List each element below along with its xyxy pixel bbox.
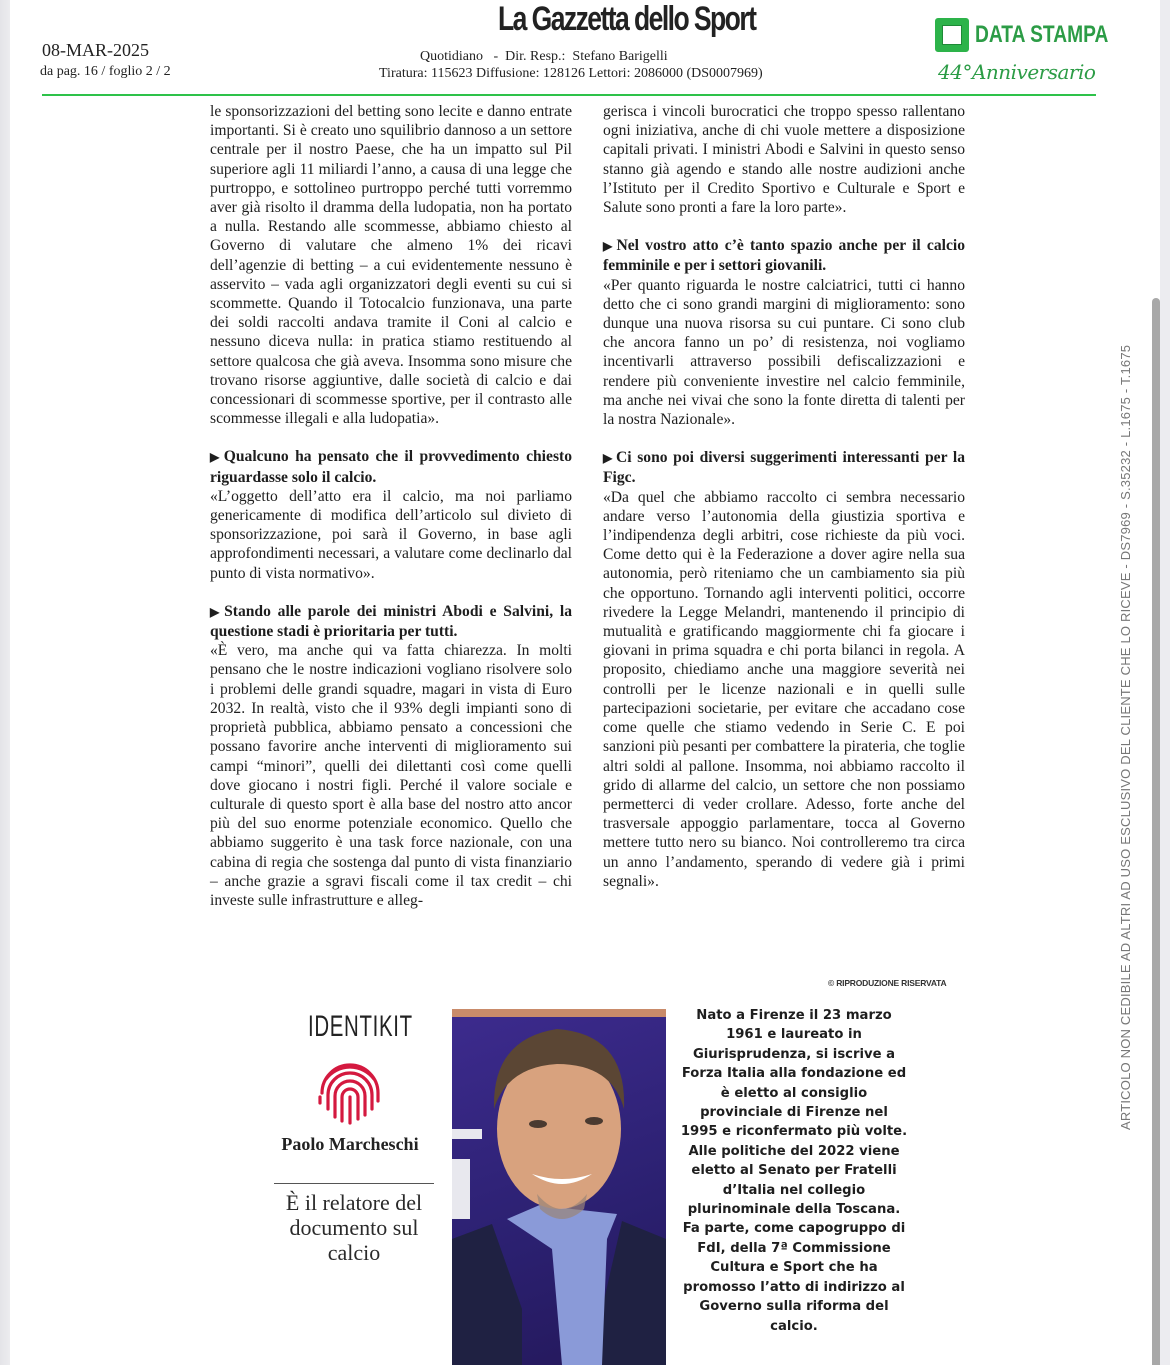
interview-answer: «Da quel che abbiamo raccolto ci sembra necessario andare verso l’autonomia della giustizia sportiva e l’indipendenza degli arbitri, cose richieste da più voci. Come detto qui è la Federazione a dover agire nella sua autonomia, però riteniamo che un cambiamento sia più che opportuno. Tornando agli interventi politici, occorre rivedere la Legge Melandri, mantenendo il principio di mutualità e gratificando maggiormente chi fa giocare i giovani in prima squadra e chi porta bilanci in regola. A proposito, chiediamo anche una maggiore severità nei controlli per le licenze nazionali e in quelli sulle partecipazioni societarie, per evitare che accadano cose come quelle che stiamo vedendo in Serie C. E poi sanzioni più pesanti per combattere la pirateria, che toglie altri soldi al pallone. Insomma, noi abbiamo raccolto il grido di allarme del calcio, un settore che non possiamo permetterci di veder crollare. Adesso, forte anche del trasversale appoggio parlamentare, tocca al Governo mettere tutto nero su bianco. Noi controlleremo tra circa un anno l’andamento, sperando di vedere già i primi segnali».: [603, 488, 965, 890]
article-column-2: [603, 102, 965, 891]
fingerprint-icon: [314, 1057, 386, 1129]
interview-question: ▶ Nel vostro atto c’è tanto spazio anche per il calcio femminile e per i settori giovanili.: [603, 236, 965, 275]
header-divider: [42, 94, 1096, 96]
interview-answer: «Per quanto riguarda le nostre calciatrici, tutti ci hanno detto che ci sono grandi margini di miglioramento: sono dunque una nuova risorsa su cui puntare. Ci sono club che ancora fanno un po’ di resistenza, noi vogliamo incentivarli attraverso possibili defiscalizzazioni e rendere più conveniente investire nel calcio femminile, ma anche nei vivai che sono la fonte diretta di talenti per la nostra Nazionale».: [603, 276, 965, 429]
identikit-subtitle: È il relatore del documento sul calcio: [285, 1190, 423, 1265]
article-column-1: [210, 102, 572, 910]
newspaper-meta-director: Quotidiano - Dir. Resp.: Stefano Barigelli: [420, 49, 668, 64]
newspaper-meta-circulation: Tiratura: 115623 Diffusione: 128126 Lettori: 2086000 (DS0007969): [379, 66, 763, 81]
copyright-notice: © RIPRODUZIONE RISERVATA: [828, 978, 947, 988]
interview-question: ▶ Stando alle parole dei ministri Abodi e Salvini, la questione stadi è prioritaria per tutti.: [210, 602, 572, 641]
identikit-biography: Nato a Firenze il 23 marzo 1961 e laureato in Giurisprudenza, si iscrive a Forza Italia alla fondazione ed è eletto al consiglio provinciale di Firenze nel 1995 e riconfermato più volte. Alle politiche del 2022 viene eletto al Senato per Fratelli d’Italia nel collegio plurinominale della Toscana. Fa parte, come capogruppo di FdI, della 7ª Commissione Cultura e Sport che ha promosso l’atto di indirizzo al Governo sulla riforma del calcio.: [680, 1008, 908, 1334]
viewer-scrollbar-thumb[interactable]: [1152, 298, 1160, 1365]
data-stampa-logo: [935, 18, 1142, 52]
data-stampa-anniversary: 44°Anniversario: [938, 60, 1096, 84]
rights-side-note: ARTICOLO NON CEDIBILE AD ALTRI AD USO ESCLUSIVO DEL CLIENTE CHE LO RICEVE - DS7969 - S.35232 - L.1675 - T.1675: [1118, 344, 1133, 1130]
article-paragraph: gerisca i vincoli burocratici che troppo spesso rallentano ogni iniziativa, anche di chi vuole mettere a disposizione capitali privati. I ministri Abodi e Salvini in questo senso stanno già agendo e stando alle nostre audizioni anche l’Istituto per il Credito Sportivo e Culturale e Sport e Salute sono pronti a fare la loro parte».: [603, 103, 965, 217]
newspaper-logo: La Gazzetta dello Sport: [498, 0, 756, 38]
data-stampa-brand: DATA STAMPA: [975, 21, 1109, 48]
clipping-page-info: da pag. 16 / foglio 2 / 2: [40, 64, 171, 79]
interview-answer: «È vero, ma anche qui va fatta chiarezza. In molti pensano che le nostre indicazioni vogliano risolvere solo i problemi delle grandi squadre, magari in vista di Euro 2032. In realtà, visto che il 93% degli impianti sono di proprietà pubblica, abbiamo pensato a concessioni che possano favorire anche interventi di miglioramento sui campi “minori”, quelli dei dilettanti così come quelli dove giocano i nostri figli. Perché il valore sociale e culturale di questo sport è alla base del nostro atto ancor più del suo enorme potenziale economico. Quello che abbiamo suggerito è una task force nazionale, con una cabina di regia che sostenga dal punto di vista finanziario – anche grazie a sgravi fiscali come il tax credit – chi investe sulle infrastrutture e alleg-: [210, 642, 572, 909]
portrait-illustration: [452, 1009, 666, 1365]
clipping-date: 08-MAR-2025: [42, 40, 149, 60]
viewer-left-gutter: [0, 0, 10, 1365]
interview-question: ▶ Qualcuno ha pensato che il provvedimento chiesto riguardasse solo il calcio.: [210, 447, 572, 486]
data-stampa-square-icon: [935, 18, 969, 52]
identikit-divider: [274, 1183, 434, 1184]
portrait-photo: [452, 1009, 666, 1365]
identikit-title: IDENTIKIT: [308, 1010, 413, 1043]
interview-answer: «L’oggetto dell’atto era il calcio, ma noi parliamo genericamente di modifica dell’articolo sul divieto di sponsorizzazione, poi sarà il Governo, in base agli approfondimenti necessari, a valutare come declinarlo dal punto di vista normativo».: [210, 487, 572, 582]
article-paragraph: le sponsorizzazioni del betting sono lecite e danno entrate importanti. Si è creato uno squilibrio dannoso a un settore centrale per il nostro Paese, che ha un impatto sul Pil superiore agli 11 miliardi l’anno, a causa di una legge che purtroppo, e sottolineo purtroppo perché tutti vorremmo aver già risolto il dramma della ludopatia, non ha portato a nulla. Restando alle scommesse, abbiamo chiesto al Governo di valutare che almeno 1% dei ricavi dell’agenzie di betting – a cui evidentemente nessuno è asservito – vada agli organizzatori degli eventi su cui si scommette. Quando il Totocalcio funzionava, una parte dei soldi raccolti andava tramite il Coni al calcio e nessuno diceva nulla: in pratica stiamo restituendo al settore qualcosa che già aveva. Insomma sono misure che trovano risorse aggiuntive, dalle società di calcio e dai concessionari di scommesse sportive, per il contrasto alle scommesse illegali e alla ludopatia».: [210, 103, 572, 428]
viewer-scrollbar-track[interactable]: [1160, 0, 1170, 1365]
interview-question: ▶ Ci sono poi diversi suggerimenti interessanti per la Figc.: [603, 448, 965, 487]
identikit-name: Paolo Marcheschi: [281, 1134, 419, 1154]
